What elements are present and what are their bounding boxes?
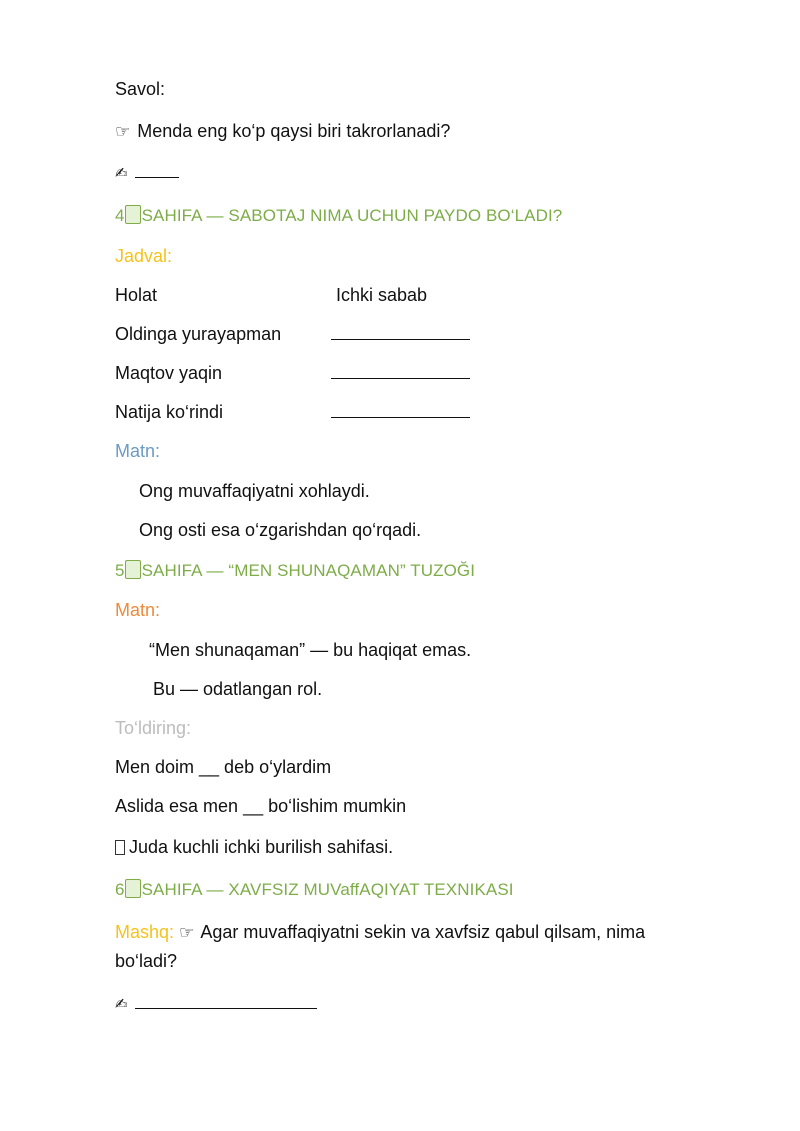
page5-title: SAHIFA — “MEN SHUNAQAMAN” TUZOĞI: [141, 561, 476, 580]
table-header-right: Ichki sabab: [336, 285, 428, 305]
keycap-icon: [125, 205, 141, 224]
page4-heading: [115, 204, 562, 228]
matn2-line-1: “Men shunaqaman” — bu haqiqat emas.: [149, 640, 472, 660]
fill-line-1: Men doim __ deb o‘ylardim: [115, 757, 332, 777]
matn1-line-1: Ong muvaffaqiyatni xohlaydi.: [139, 481, 370, 501]
table-row-2-label: Maqtov yaqin: [115, 363, 223, 383]
mashq-answer-line: [115, 991, 317, 1016]
savol-label: Savol:: [115, 79, 166, 99]
mashq-text-line2: bo‘ladi?: [115, 951, 178, 971]
keycap-icon: [125, 560, 141, 579]
table-row-3-label: Natija ko‘rindi: [115, 402, 224, 422]
table-row-3-blank[interactable]: [331, 400, 470, 424]
table-row-2-blank[interactable]: [331, 361, 470, 385]
jadval-label: Jadval:: [115, 246, 173, 266]
answer-blank[interactable]: [135, 161, 179, 178]
table-row-1-blank[interactable]: [331, 322, 470, 346]
keycap-icon: [125, 879, 141, 898]
table-header-left: Holat: [115, 285, 158, 305]
savol-question-text: Menda eng ko‘p qaysi biri takrorlanadi?: [137, 121, 451, 141]
missing-glyph-icon: [115, 840, 125, 855]
pointing-hand-icon: ☞: [179, 923, 195, 943]
toldiring-label: To‘ldiring:: [115, 718, 192, 738]
note-text: Juda kuchli ichki burilish sahifasi.: [129, 837, 394, 857]
page6-number: 6: [115, 880, 125, 899]
matn1-label: Matn:: [115, 441, 161, 461]
page6-title: SAHIFA — XAVFSIZ MUVaffAQIYAT TEXNIKASI: [141, 880, 514, 899]
mashq-line-1: [115, 920, 645, 945]
mashq-answer-blank[interactable]: [135, 992, 317, 1009]
page4-title: SAHIFA — SABOTAJ NIMA UCHUN PAYDO BO‘LADI?: [141, 206, 563, 225]
matn2-line-2: Bu — odatlangan rol.: [153, 679, 323, 699]
page6-heading: [115, 878, 514, 902]
mashq-label: Mashq:: [115, 922, 175, 942]
mashq-text-line1: Agar muvaffaqiyatni sekin va xavfsiz qabul qilsam, nima: [200, 922, 646, 942]
savol-answer-line: [115, 160, 179, 185]
writing-hand-icon: ✍: [115, 164, 128, 182]
matn2-label: Matn:: [115, 600, 161, 620]
fill-line-2: Aslida esa men __ bo‘lishim mumkin: [115, 796, 407, 816]
table-row-1-label: Oldinga yurayapman: [115, 324, 282, 344]
pointing-hand-icon: ☞: [115, 122, 131, 142]
savol-question: [115, 119, 450, 144]
writing-hand-icon: ✍: [115, 995, 128, 1013]
matn1-line-2: Ong osti esa o‘zgarishdan qo‘rqadi.: [139, 520, 422, 540]
page5-heading: [115, 559, 475, 583]
page4-number: 4: [115, 206, 125, 225]
page5-number: 5: [115, 561, 125, 580]
note-line: [115, 835, 393, 859]
